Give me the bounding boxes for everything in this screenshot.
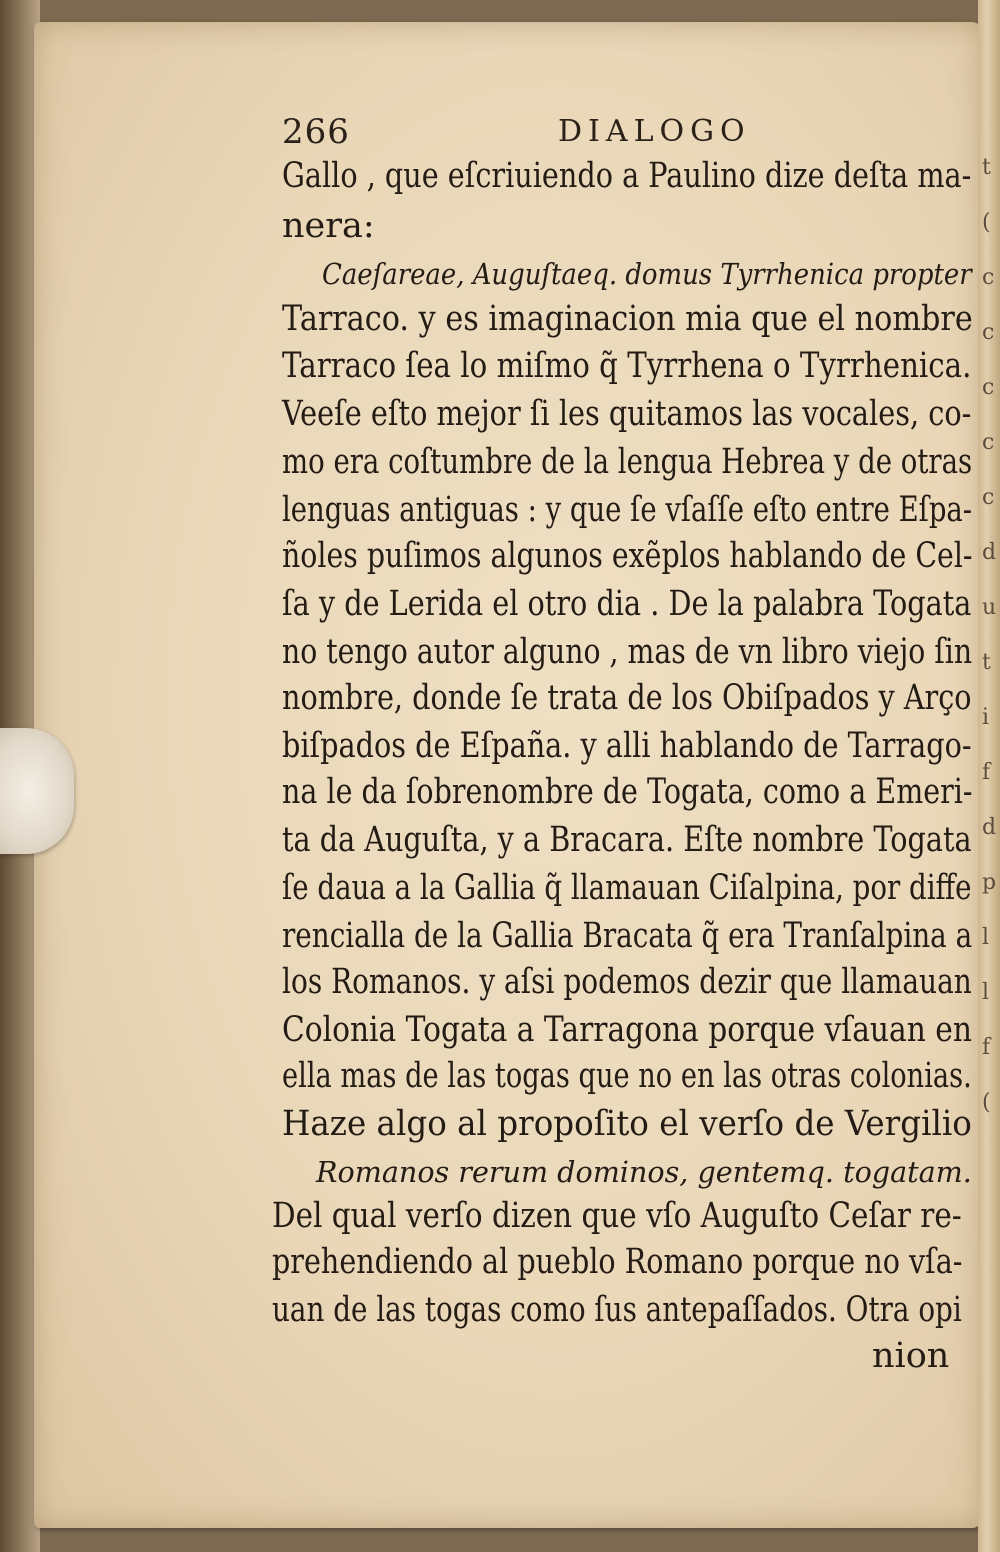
verse-line: Romanos rerum dominos, gentemq. togatam.	[316, 1155, 972, 1189]
text-line: Colonia Togata a Tarragona porque vſauan en	[282, 1010, 972, 1050]
text-line: mo era coſtumbre de la lengua Hebrea y de otras	[282, 442, 973, 482]
text-line: uan de las togas como ſus antepaſſados. Otra opi	[272, 1290, 962, 1330]
text-line: Haze algo al propoſito el verſo de Vergilio	[282, 1104, 972, 1144]
verse-line: Caeſareae, Auguſtaeq. domus Tyrrhenica propter	[322, 257, 972, 291]
text-line: los Romanos. y aſsi podemos dezir que llamauan	[282, 962, 972, 1002]
text-line: ñoles puſimos algunos exẽplos hablando de Cel-	[282, 536, 973, 576]
text-line: Del qual verſo dizen que vſo Auguſto Ceſar re-	[272, 1196, 962, 1236]
text-line: Tarraco ſea lo miſmo q̃ Tyrrhena o Tyrrhenica.	[282, 346, 972, 386]
catchword: nion	[872, 1336, 950, 1376]
next-page-bleed-through: t ( c c c c c d u t i f d p l l f (	[982, 155, 997, 1115]
running-head	[282, 112, 762, 156]
text-line: biſpados de Eſpaña. y alli hablando de Tarrago-	[282, 726, 972, 766]
text-line: lenguas antiguas : y que ſe vſaſſe eſto entre Eſpa-	[282, 490, 973, 530]
text-line: nombre, donde ſe trata de los Obiſpados y Arço	[282, 678, 972, 718]
text-line: no tengo autor alguno , mas de vn libro viejo ſin	[282, 632, 973, 672]
text-line: Veeſe eſto mejor ſi les quitamos las vocales, co-	[282, 394, 972, 434]
text-line: Gallo , que eſcriuiendo a Paulino dize deſta ma-	[282, 156, 972, 196]
text-line: ſe daua a la Gallia q̃ llamauan Ciſalpina, por diffe	[282, 868, 972, 908]
running-head-title: DIALOGO	[558, 114, 751, 149]
text-line: rencialla de la Gallia Bracata q̃ era Tranſalpina a	[282, 916, 973, 956]
text-line: na le da ſobrenombre de Togata, como a Emeri-	[282, 772, 973, 812]
text-line: Tarraco. y es imaginacion mia que el nombre	[282, 299, 973, 339]
text-line: ta da Auguſta, y a Bracara. Eſte nombre Togata	[282, 820, 972, 860]
page-number: 266	[282, 112, 350, 152]
text-line: prehendiendo al pueblo Romano porque no vſa-	[272, 1242, 963, 1282]
text-line: nera:	[282, 206, 375, 246]
page-clip	[0, 728, 74, 854]
text-line: ſa y de Lerida el otro dia . De la palabra Togata	[282, 584, 972, 624]
text-line: ella mas de las togas que no en las otras colonias.	[282, 1056, 972, 1096]
